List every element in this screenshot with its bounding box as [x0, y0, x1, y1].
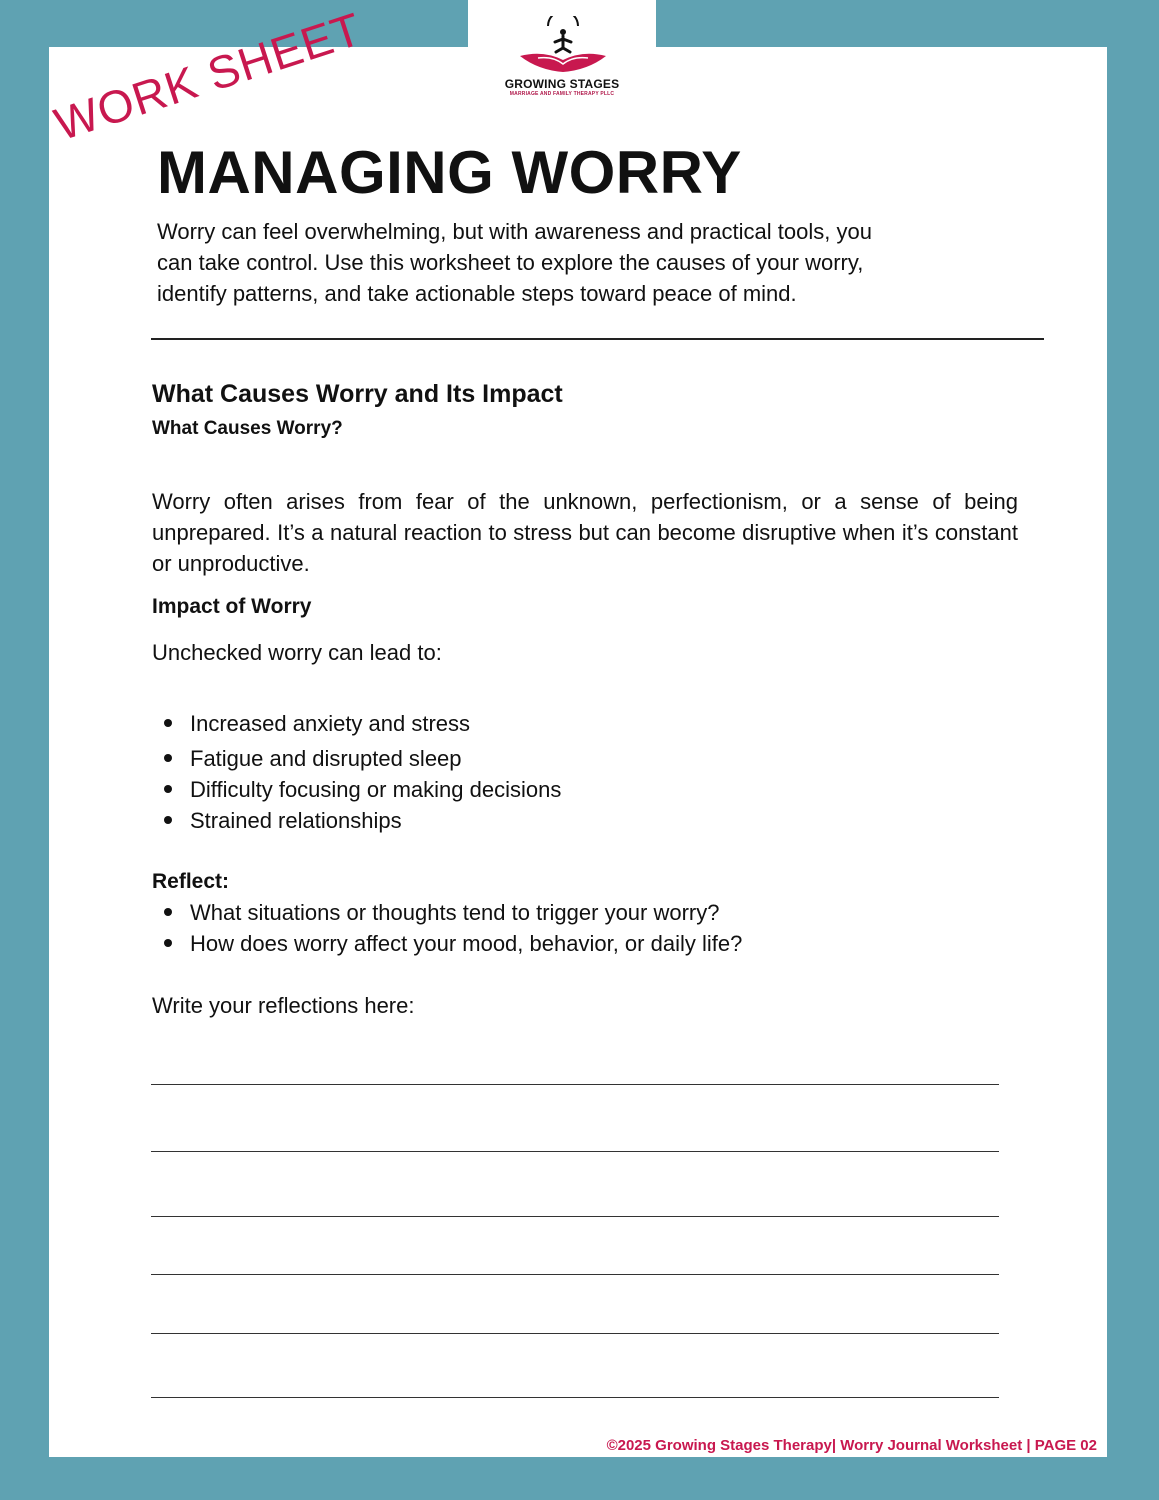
- work-sheet-stamp: WORK SHEET: [48, 2, 369, 151]
- section-divider: [151, 338, 1044, 340]
- meditating-figure-icon: [518, 16, 608, 76]
- impact-list-item: Difficulty focusing or making decisions: [190, 777, 562, 802]
- page-footer: ©2025 Growing Stages Therapy| Worry Journal Worksheet | PAGE 02: [606, 1437, 1097, 1454]
- impact-lead: Unchecked worry can lead to:: [152, 640, 442, 665]
- writing-line[interactable]: [151, 1397, 999, 1398]
- intro-line: can take control. Use this worksheet to explore the causes of your worry,: [157, 250, 864, 275]
- writing-line[interactable]: [151, 1151, 999, 1152]
- writing-line[interactable]: [151, 1333, 999, 1334]
- writing-line[interactable]: [151, 1216, 999, 1217]
- causes-heading: What Causes Worry?: [152, 418, 343, 439]
- impact-list-item: Fatigue and disrupted sleep: [190, 746, 462, 771]
- reflect-list-item: What situations or thoughts tend to trigger your worry?: [190, 900, 720, 925]
- writing-line[interactable]: [151, 1274, 999, 1275]
- intro-line: Worry can feel overwhelming, but with awareness and practical tools, you: [157, 219, 872, 244]
- writing-line[interactable]: [151, 1084, 999, 1085]
- write-prompt: Write your reflections here:: [152, 993, 415, 1018]
- intro-paragraph: [157, 216, 1027, 309]
- logo-subtitle: MARRIAGE AND FAMILY THERAPY PLLC: [509, 91, 615, 97]
- causes-paragraph: Worry often arises from fear of the unknown, perfectionism, or a sense of being unprepared. It’s a natural reaction to stress but can become disruptive when it’s constant or unproductive.: [152, 489, 1018, 576]
- impact-heading: Impact of Worry: [152, 595, 312, 618]
- impact-list-item: Increased anxiety and stress: [190, 711, 471, 736]
- reflect-heading: Reflect:: [152, 870, 230, 893]
- logo-name: GROWING STAGES: [504, 77, 620, 91]
- impact-list-item: Strained relationships: [190, 808, 402, 833]
- intro-line: identify patterns, and take actionable steps toward peace of mind.: [157, 281, 797, 306]
- reflect-list-item: How does worry affect your mood, behavior, or daily life?: [190, 931, 743, 956]
- section-heading: What Causes Worry and Its Impact: [152, 380, 563, 408]
- page-title: MANAGING WORRY: [157, 139, 742, 206]
